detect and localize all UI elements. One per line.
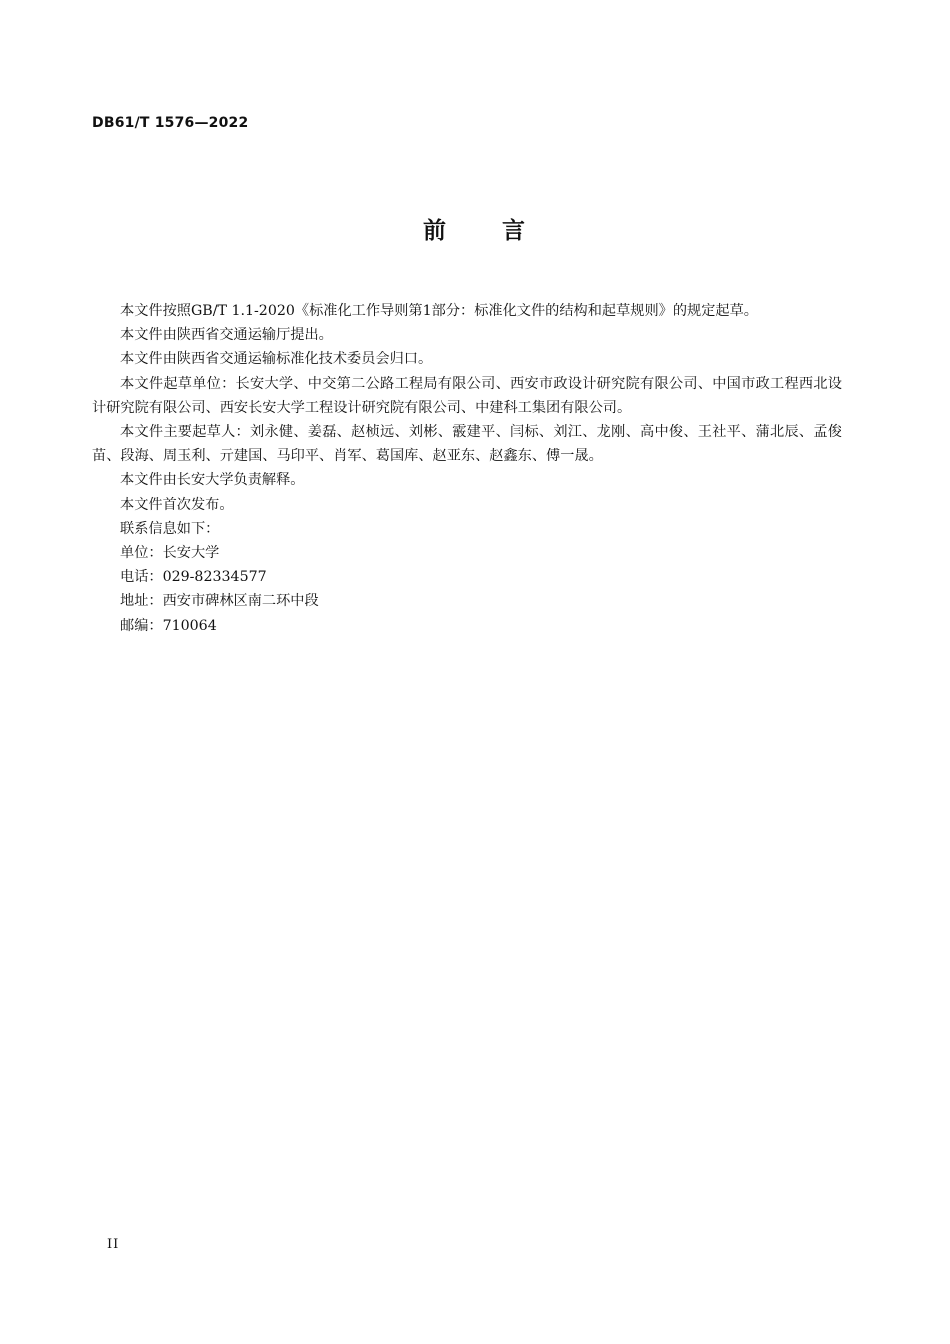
foreword-body [92, 299, 842, 638]
page-number: II [107, 1237, 120, 1252]
title-char-1: 前 [423, 218, 448, 244]
paragraph-drafting-rules: 本文件按照GB/T 1.1-2020《标准化工作导则第1部分：标准化文件的结构和起草规则》的规定起草。 [120, 303, 758, 319]
contact-postcode: 邮编：710064 [120, 617, 217, 634]
paragraph-interpretation: 本文件由长安大学负责解释。 [120, 472, 305, 489]
contact-address: 地址：西安市碑林区南二环中段 [120, 593, 319, 610]
paragraph-proposer: 本文件由陕西省交通运输厅提出。 [120, 327, 333, 344]
contact-phone: 电话：029-82334577 [120, 569, 267, 586]
paragraph-first-release: 本文件首次发布。 [120, 496, 234, 513]
paragraph-committee: 本文件由陕西省交通运输标准化技术委员会归口。 [120, 351, 433, 368]
paragraph-drafting-units: 本文件起草单位：长安大学、中交第二公路工程局有限公司、西安市政设计研究院有限公司、中国市政工程西北设计研究院有限公司、西安长安大学工程设计研究院有限公司、中建科工集团有限公司。 [92, 375, 842, 416]
page-title [0, 212, 950, 245]
paragraph-contact-heading: 联系信息如下： [120, 520, 220, 537]
contact-unit: 单位：长安大学 [120, 545, 220, 562]
title-char-2: 言 [502, 218, 527, 244]
paragraph-drafters: 本文件主要起草人：刘永健、姜磊、赵桢远、刘彬、霰建平、闫标、刘江、龙刚、高中俊、王社平、蒲北辰、孟俊苗、段海、周玉利、亓建国、马印平、肖军、葛国库、赵亚东、赵鑫东、傅一晟。 [92, 424, 842, 465]
standard-number: DB61/T 1576—2022 [92, 115, 249, 131]
